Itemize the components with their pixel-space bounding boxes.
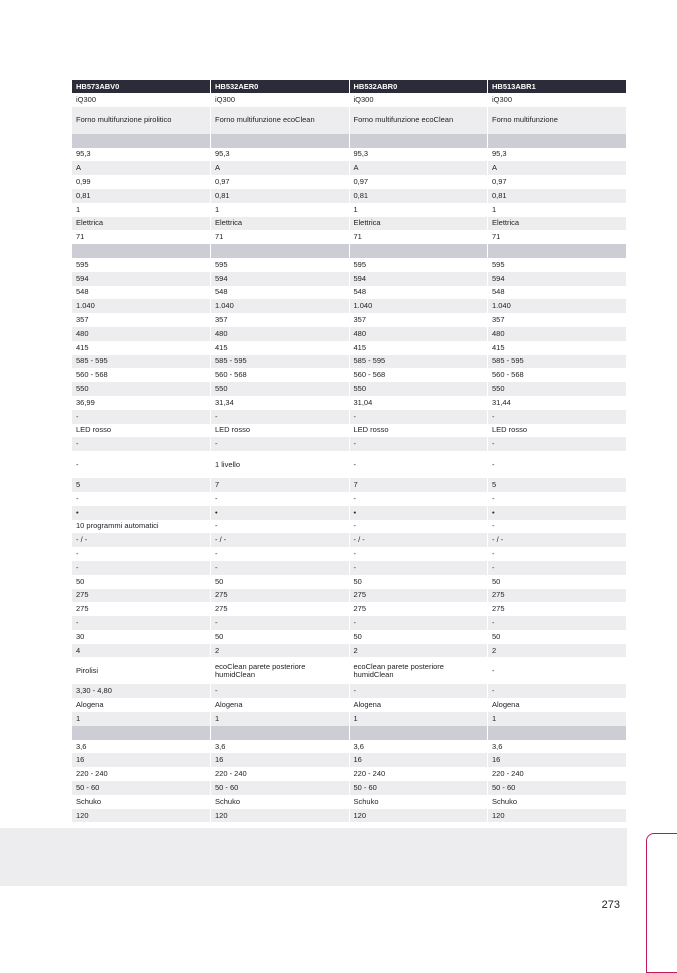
table-cell: 1.040 xyxy=(349,299,488,313)
table-cell: 594 xyxy=(349,272,488,286)
table-cell: 50 - 60 xyxy=(72,781,211,795)
table-cell: 2 xyxy=(488,644,627,658)
table-row xyxy=(72,657,626,684)
table-cell: 595 xyxy=(488,258,627,272)
table-cell: A xyxy=(488,161,627,175)
table-row xyxy=(72,327,626,341)
table-cell: 16 xyxy=(72,753,211,767)
table-row xyxy=(72,313,626,327)
table-row xyxy=(72,217,626,231)
table-row xyxy=(72,767,626,781)
table-row xyxy=(72,368,626,382)
table-cell: 50 - 60 xyxy=(349,781,488,795)
table-cell: 0,81 xyxy=(72,189,211,203)
table-cell: 220 - 240 xyxy=(72,767,211,781)
table-cell: 585 - 595 xyxy=(211,355,350,369)
header-row xyxy=(72,80,626,93)
table-cell: - xyxy=(211,437,350,451)
table-cell: 415 xyxy=(349,341,488,355)
table-cell: 585 - 595 xyxy=(72,355,211,369)
table-cell: - xyxy=(488,437,627,451)
table-cell: 594 xyxy=(72,272,211,286)
footer-band xyxy=(0,828,627,886)
table-cell: 10 programmi automatici xyxy=(72,520,211,534)
table-cell: 560 - 568 xyxy=(211,368,350,382)
table-cell: LED rosso xyxy=(488,424,627,438)
table-cell: 220 - 240 xyxy=(349,767,488,781)
table-cell: - xyxy=(349,437,488,451)
table-cell: - xyxy=(349,547,488,561)
table-cell: 550 xyxy=(349,382,488,396)
table-cell: • xyxy=(349,506,488,520)
table-cell: - xyxy=(72,492,211,506)
table-cell: 1 xyxy=(211,712,350,726)
table-cell: 31,04 xyxy=(349,396,488,410)
table-cell: 2 xyxy=(349,644,488,658)
table-cell: 50 xyxy=(488,575,627,589)
table-cell: 50 xyxy=(488,630,627,644)
table-row xyxy=(72,602,626,616)
table-cell: 0,81 xyxy=(349,189,488,203)
table-cell: 480 xyxy=(349,327,488,341)
table-cell: 3,6 xyxy=(349,740,488,754)
section-separator-row xyxy=(72,134,626,148)
table-cell: LED rosso xyxy=(211,424,350,438)
table-cell: - xyxy=(72,561,211,575)
table-cell xyxy=(488,244,627,258)
table-row xyxy=(72,795,626,809)
table-cell: Alogena xyxy=(72,698,211,712)
table-cell: 480 xyxy=(211,327,350,341)
table-cell: Forno multifunzione xyxy=(488,107,627,134)
table-cell: Elettrica xyxy=(211,217,350,231)
table-cell: - xyxy=(488,410,627,424)
table-cell xyxy=(72,134,211,148)
column-header: HB513ABR1 xyxy=(488,80,627,93)
table-row xyxy=(72,616,626,630)
table-cell: 0,97 xyxy=(211,175,350,189)
table-row xyxy=(72,93,626,107)
table-row xyxy=(72,698,626,712)
table-cell xyxy=(488,134,627,148)
table-cell: 50 xyxy=(349,575,488,589)
table-cell: - xyxy=(349,616,488,630)
table-row xyxy=(72,575,626,589)
table-cell: - xyxy=(211,684,350,698)
section-separator-row xyxy=(72,244,626,258)
table-cell xyxy=(488,726,627,740)
table-cell: 120 xyxy=(349,809,488,823)
table-cell: - xyxy=(211,520,350,534)
table-cell: iQ300 xyxy=(488,93,627,107)
table-cell xyxy=(349,244,488,258)
table-cell: - xyxy=(211,616,350,630)
table-cell: 1 xyxy=(349,203,488,217)
table-cell: - xyxy=(488,561,627,575)
table-cell: - xyxy=(349,451,488,478)
table-cell: 120 xyxy=(488,809,627,823)
table-row xyxy=(72,175,626,189)
table-cell: 357 xyxy=(211,313,350,327)
table-cell: 0,97 xyxy=(349,175,488,189)
table-row xyxy=(72,410,626,424)
table-cell: - xyxy=(72,547,211,561)
table-cell: 480 xyxy=(72,327,211,341)
table-cell: 1 xyxy=(488,203,627,217)
spec-table xyxy=(72,80,626,822)
table-cell: 560 - 568 xyxy=(349,368,488,382)
table-cell: A xyxy=(72,161,211,175)
table-cell: 71 xyxy=(488,230,627,244)
table-cell: 220 - 240 xyxy=(211,767,350,781)
table-cell: 71 xyxy=(72,230,211,244)
table-cell: 30 xyxy=(72,630,211,644)
column-header: HB532AER0 xyxy=(211,80,350,93)
table-row xyxy=(72,203,626,217)
table-cell xyxy=(72,726,211,740)
table-row xyxy=(72,781,626,795)
table-cell: iQ300 xyxy=(349,93,488,107)
table-row xyxy=(72,230,626,244)
table-cell xyxy=(349,726,488,740)
table-cell: - xyxy=(72,616,211,630)
table-cell: 357 xyxy=(349,313,488,327)
table-row xyxy=(72,161,626,175)
table-row xyxy=(72,492,626,506)
table-row xyxy=(72,299,626,313)
table-cell: 5 xyxy=(72,478,211,492)
table-cell: Elettrica xyxy=(349,217,488,231)
table-cell: • xyxy=(72,506,211,520)
table-cell: - xyxy=(488,657,627,684)
table-cell: - xyxy=(488,451,627,478)
table-row xyxy=(72,148,626,162)
table-cell: 1.040 xyxy=(211,299,350,313)
table-cell: - xyxy=(72,437,211,451)
table-cell xyxy=(211,726,350,740)
table-cell: LED rosso xyxy=(349,424,488,438)
table-cell: 220 - 240 xyxy=(488,767,627,781)
table-row xyxy=(72,712,626,726)
table-cell: 415 xyxy=(211,341,350,355)
table-cell: 275 xyxy=(349,602,488,616)
table-cell: - xyxy=(488,492,627,506)
table-cell: Alogena xyxy=(488,698,627,712)
table-cell: 415 xyxy=(488,341,627,355)
table-cell: 50 xyxy=(349,630,488,644)
table-cell: • xyxy=(488,506,627,520)
table-row xyxy=(72,533,626,547)
table-row xyxy=(72,520,626,534)
table-row xyxy=(72,589,626,603)
table-cell: 357 xyxy=(72,313,211,327)
table-cell: - xyxy=(349,410,488,424)
table-cell: 275 xyxy=(211,589,350,603)
table-cell: 550 xyxy=(488,382,627,396)
table-cell: 95,3 xyxy=(211,148,350,162)
table-cell: - xyxy=(349,561,488,575)
table-cell xyxy=(349,134,488,148)
table-cell: iQ300 xyxy=(72,93,211,107)
table-cell: A xyxy=(211,161,350,175)
table-cell: 0,81 xyxy=(488,189,627,203)
table-row xyxy=(72,451,626,478)
table-row xyxy=(72,561,626,575)
table-cell xyxy=(211,244,350,258)
table-row xyxy=(72,630,626,644)
table-cell: 275 xyxy=(72,602,211,616)
table-cell: - xyxy=(349,520,488,534)
table-row xyxy=(72,424,626,438)
table-cell: 4 xyxy=(72,644,211,658)
table-cell: - xyxy=(488,684,627,698)
table-cell: - xyxy=(488,616,627,630)
table-row xyxy=(72,341,626,355)
table-cell xyxy=(211,134,350,148)
table-cell: 585 - 595 xyxy=(488,355,627,369)
table-cell: 595 xyxy=(72,258,211,272)
table-cell: - xyxy=(211,561,350,575)
table-cell: 5 xyxy=(488,478,627,492)
table-cell: 0,97 xyxy=(488,175,627,189)
table-cell: - / - xyxy=(211,533,350,547)
table-row xyxy=(72,396,626,410)
table-cell: 1 xyxy=(349,712,488,726)
table-cell: 7 xyxy=(211,478,350,492)
table-cell: 50 xyxy=(211,630,350,644)
table-cell: 585 - 595 xyxy=(349,355,488,369)
table-cell: 1.040 xyxy=(488,299,627,313)
table-cell: iQ300 xyxy=(211,93,350,107)
table-row xyxy=(72,286,626,300)
table-cell: 560 - 568 xyxy=(72,368,211,382)
table-cell: 0,81 xyxy=(211,189,350,203)
table-cell: 95,3 xyxy=(488,148,627,162)
table-cell: Alogena xyxy=(211,698,350,712)
table-cell: 1 xyxy=(488,712,627,726)
table-cell: 3,30 - 4,80 xyxy=(72,684,211,698)
table-cell: - xyxy=(488,520,627,534)
table-cell: 1 xyxy=(211,203,350,217)
table-cell: 36,99 xyxy=(72,396,211,410)
page-tab-marker xyxy=(646,833,677,973)
table-cell: 71 xyxy=(211,230,350,244)
table-cell: - / - xyxy=(72,533,211,547)
table-cell: LED rosso xyxy=(72,424,211,438)
table-cell: 548 xyxy=(211,286,350,300)
table-cell: 275 xyxy=(349,589,488,603)
table-cell: 3,6 xyxy=(72,740,211,754)
table-cell: • xyxy=(211,506,350,520)
table-cell: Alogena xyxy=(349,698,488,712)
table-cell: 1 xyxy=(72,203,211,217)
table-cell: 275 xyxy=(488,589,627,603)
table-row xyxy=(72,272,626,286)
table-cell: Forno multifunzione ecoClean xyxy=(349,107,488,134)
table-cell: 16 xyxy=(488,753,627,767)
table-cell: 357 xyxy=(488,313,627,327)
table-cell: Schuko xyxy=(211,795,350,809)
table-cell: - xyxy=(211,410,350,424)
table-cell: 31,34 xyxy=(211,396,350,410)
table-cell: 548 xyxy=(488,286,627,300)
table-cell: 16 xyxy=(211,753,350,767)
table-cell: 415 xyxy=(72,341,211,355)
table-row xyxy=(72,258,626,272)
table-cell: 1.040 xyxy=(72,299,211,313)
table-row xyxy=(72,478,626,492)
table-cell: - / - xyxy=(349,533,488,547)
table-cell: 3,6 xyxy=(488,740,627,754)
column-header: HB573ABV0 xyxy=(72,80,211,93)
table-cell: 275 xyxy=(72,589,211,603)
table-row xyxy=(72,382,626,396)
table-row xyxy=(72,684,626,698)
table-cell: 594 xyxy=(488,272,627,286)
table-cell: 50 - 60 xyxy=(211,781,350,795)
table-cell: Forno multifunzione pirolitico xyxy=(72,107,211,134)
table-cell: 95,3 xyxy=(349,148,488,162)
table-cell: 548 xyxy=(72,286,211,300)
page-number: 273 xyxy=(601,899,620,911)
table-row xyxy=(72,355,626,369)
table-cell: - xyxy=(211,492,350,506)
table-cell: Forno multifunzione ecoClean xyxy=(211,107,350,134)
table-cell: 31,44 xyxy=(488,396,627,410)
table-row xyxy=(72,547,626,561)
table-row xyxy=(72,107,626,134)
table-cell: ecoClean parete posteriore humidClean xyxy=(349,657,488,684)
table-cell: - / - xyxy=(488,533,627,547)
table-cell: - xyxy=(349,492,488,506)
table-cell: 548 xyxy=(349,286,488,300)
table-cell: - xyxy=(211,547,350,561)
table-cell: - xyxy=(72,410,211,424)
table-cell: - xyxy=(72,451,211,478)
table-row xyxy=(72,809,626,823)
table-cell: 120 xyxy=(211,809,350,823)
table-cell: 595 xyxy=(349,258,488,272)
table-row xyxy=(72,753,626,767)
table-cell: ecoClean parete posteriore humidClean xyxy=(211,657,350,684)
table-cell: Schuko xyxy=(488,795,627,809)
table-cell: Schuko xyxy=(349,795,488,809)
column-header: HB532ABR0 xyxy=(349,80,488,93)
table-cell xyxy=(72,244,211,258)
table-cell: 550 xyxy=(72,382,211,396)
table-cell: 595 xyxy=(211,258,350,272)
table-cell: 1 livello xyxy=(211,451,350,478)
table-cell: 594 xyxy=(211,272,350,286)
table-cell: 560 - 568 xyxy=(488,368,627,382)
table-cell: - xyxy=(488,547,627,561)
table-row xyxy=(72,189,626,203)
table-cell: 0,99 xyxy=(72,175,211,189)
table-row xyxy=(72,437,626,451)
table-cell: 95,3 xyxy=(72,148,211,162)
table-cell: Schuko xyxy=(72,795,211,809)
table-cell: 71 xyxy=(349,230,488,244)
table-cell: 3,6 xyxy=(211,740,350,754)
table-cell: 550 xyxy=(211,382,350,396)
table-cell: Elettrica xyxy=(72,217,211,231)
table-cell: 275 xyxy=(488,602,627,616)
table-row xyxy=(72,740,626,754)
table-cell: 2 xyxy=(211,644,350,658)
table-cell: 50 - 60 xyxy=(488,781,627,795)
table-cell: 50 xyxy=(72,575,211,589)
table-cell: 275 xyxy=(211,602,350,616)
table-cell: - xyxy=(349,684,488,698)
table-cell: Pirolisi xyxy=(72,657,211,684)
section-separator-row xyxy=(72,726,626,740)
table-cell: 120 xyxy=(72,809,211,823)
table-cell: 50 xyxy=(211,575,350,589)
table-cell: Elettrica xyxy=(488,217,627,231)
table-cell: 1 xyxy=(72,712,211,726)
table-row xyxy=(72,644,626,658)
spec-table-body xyxy=(72,93,626,822)
table-row xyxy=(72,506,626,520)
table-cell: 7 xyxy=(349,478,488,492)
table-cell: A xyxy=(349,161,488,175)
table-cell: 480 xyxy=(488,327,627,341)
table-cell: 16 xyxy=(349,753,488,767)
